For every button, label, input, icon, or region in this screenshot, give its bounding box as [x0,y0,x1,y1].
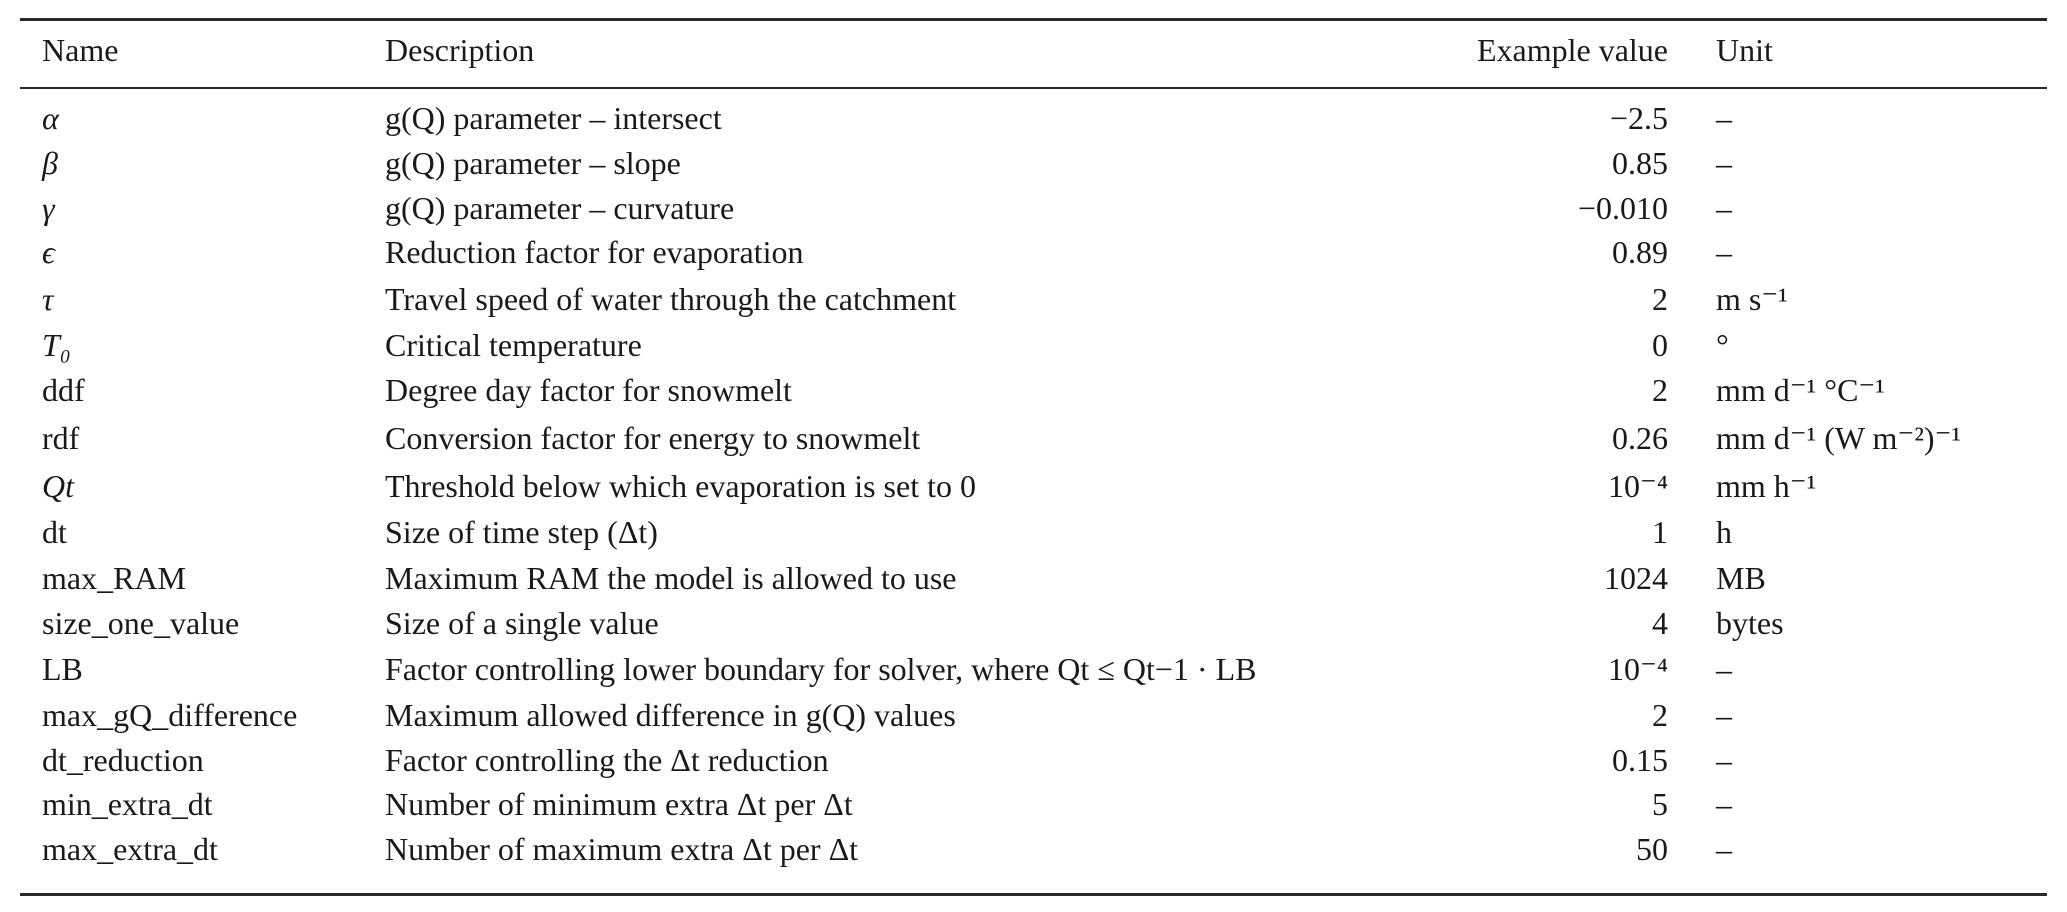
row-name: T₀ [42,327,71,363]
table-row [0,464,2067,508]
row-example-value: 10⁻⁴ [1607,651,1668,687]
row-unit: – [1716,786,1732,822]
row-name: β [42,145,58,181]
row-unit: – [1716,234,1732,270]
row-description: Size of time step (Δt) [385,514,658,550]
row-unit: – [1716,145,1732,181]
row-name: dt [42,514,67,550]
row-example-value: 0.89 [1612,234,1668,270]
row-example-value: 0.15 [1612,742,1668,778]
row-example-value: 0.85 [1612,145,1668,181]
row-description: g(Q) parameter – slope [385,145,681,181]
table-row [0,601,2067,645]
table-row [0,556,2067,600]
row-name: rdf [42,420,80,456]
row-description: Reduction factor for evaporation [385,234,804,270]
row-description: Factor controlling lower boundary for solver, where Qt ≤ Qt−1 · LB [385,651,1257,687]
row-example-value: −0.010 [1577,190,1668,226]
row-example-value: 4 [1652,605,1668,641]
header-name: Name [42,32,119,68]
table-row [0,323,2067,367]
row-description: Degree day factor for snowmelt [385,372,792,408]
row-description: Maximum allowed difference in g(Q) values [385,697,956,733]
header-example-value: Example value [1476,32,1668,68]
row-description: Factor controlling the Δt reduction [385,742,829,778]
row-unit: – [1716,651,1732,687]
row-unit: h [1716,514,1732,550]
row-unit: – [1716,742,1732,778]
table-row [0,277,2067,321]
row-description: g(Q) parameter – intersect [385,100,722,136]
row-name: max_RAM [42,560,186,596]
row-unit: bytes [1716,605,1784,641]
table-row [0,693,2067,737]
table-row [0,738,2067,782]
table-header-rule [20,87,2047,89]
table-row [0,510,2067,554]
row-description: Number of maximum extra Δt per Δt [385,831,859,867]
table-row [0,782,2067,826]
header-description: Description [385,32,535,68]
row-example-value: −2.5 [1609,100,1668,136]
row-description: g(Q) parameter – curvature [385,190,735,226]
row-unit: – [1716,697,1732,733]
table-bottom-rule [20,893,2047,896]
row-name: max_gQ_difference [42,697,298,733]
row-unit: – [1716,831,1732,867]
row-unit: mm d⁻¹ (W m⁻²)⁻¹ [1716,420,1962,456]
row-unit: – [1716,190,1732,226]
row-name: ϵ [42,234,55,270]
row-name: dt_reduction [42,742,204,778]
row-description: Conversion factor for energy to snowmelt [385,420,921,456]
row-description: Maximum RAM the model is allowed to use [385,560,957,596]
table-top-rule [20,18,2047,21]
table-row [0,827,2067,871]
row-description: Travel speed of water through the catchment [385,281,957,317]
row-example-value: 50 [1636,831,1668,867]
row-example-value: 0.26 [1612,420,1668,456]
table-row [0,186,2067,230]
table-row [0,416,2067,460]
row-example-value: 2 [1652,281,1668,317]
row-description: Critical temperature [385,327,642,363]
table-header [0,28,2067,72]
row-description: Number of minimum extra Δt per Δt [385,786,853,822]
row-description: Size of a single value [385,605,659,641]
header-unit: Unit [1716,32,1773,68]
row-example-value: 1024 [1604,560,1668,596]
row-example-value: 2 [1652,697,1668,733]
row-example-value: 10⁻⁴ [1607,468,1668,504]
row-name: max_extra_dt [42,831,218,867]
row-unit: mm d⁻¹ °C⁻¹ [1716,372,1885,408]
table-row [0,141,2067,185]
row-name: min_extra_dt [42,786,213,822]
row-name: ddf [42,372,85,408]
row-name: τ [42,281,54,317]
row-unit: m s⁻¹ [1716,281,1788,317]
row-unit: ° [1716,327,1729,363]
row-example-value: 2 [1652,372,1668,408]
table-row [0,96,2067,140]
row-example-value: 1 [1652,514,1668,550]
row-name: γ [42,190,55,226]
row-name: LB [42,651,83,687]
row-name: Qt [42,468,74,504]
table-row [0,368,2067,412]
row-unit: mm h⁻¹ [1716,468,1817,504]
row-unit: – [1716,100,1732,136]
table-row [0,230,2067,274]
table-row [0,647,2067,691]
row-name: α [42,100,59,136]
row-unit: MB [1716,560,1766,596]
row-example-value: 0 [1652,327,1668,363]
row-description: Threshold below which evaporation is set to 0 [385,468,976,504]
row-name: size_one_value [42,605,240,641]
row-example-value: 5 [1652,786,1668,822]
